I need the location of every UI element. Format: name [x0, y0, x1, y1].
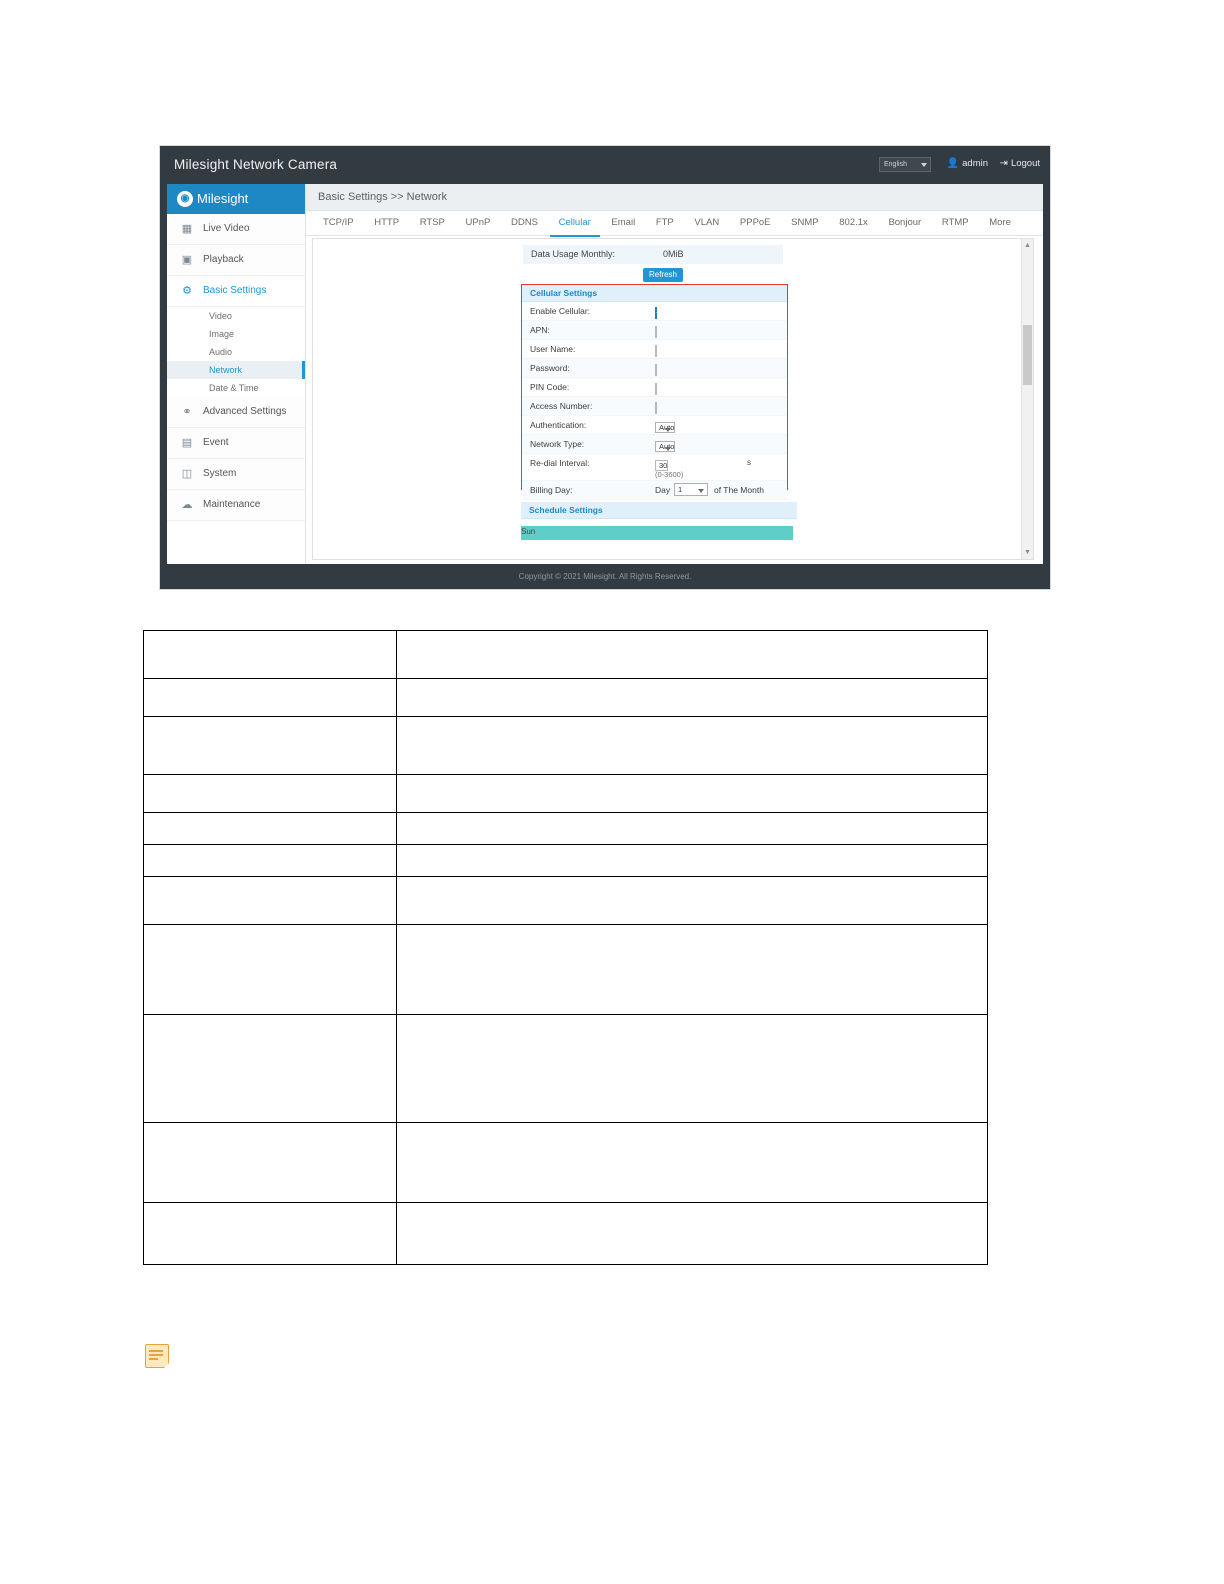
authentication-label: Authentication:: [530, 420, 587, 430]
sidebar-item-label: Event: [203, 437, 229, 448]
logout-label: Logout: [1010, 158, 1040, 169]
table-cell-label: [144, 679, 397, 717]
table-cell-desc: [397, 1123, 988, 1203]
tab-802-1x[interactable]: 802.1x: [839, 217, 868, 228]
data-usage-value: 0MiB: [663, 249, 684, 259]
redial-interval-input[interactable]: 30: [655, 460, 668, 471]
table-cell-desc: [397, 631, 988, 679]
table-row: [144, 925, 988, 1015]
tab-upnp[interactable]: UPnP: [465, 217, 491, 228]
row-network-type: [522, 435, 787, 454]
apn-label: APN:: [530, 325, 550, 335]
table-row: [144, 877, 988, 925]
row-apn: [522, 321, 787, 340]
table-cell-label: [144, 877, 397, 925]
data-usage-label: Data Usage Monthly:: [531, 249, 616, 259]
tab-tcp-ip[interactable]: TCP/IP: [323, 217, 354, 228]
tab-bar: [306, 211, 1043, 236]
table-cell-label: [144, 1123, 397, 1203]
sidebar-item-label: System: [203, 468, 237, 479]
sidebar-subitem-date-time[interactable]: [167, 379, 305, 397]
sidebar-subitem-label: Video: [209, 311, 232, 321]
table-cell-desc: [397, 1203, 988, 1265]
scroll-down-icon[interactable]: ▼: [1024, 549, 1031, 556]
app-footer: Copyright © 2021 Milesight. All Rights Reserved.: [160, 564, 1050, 589]
password-input[interactable]: [655, 364, 657, 376]
network-type-value: Auto: [659, 442, 675, 451]
playback-icon: ▣: [181, 254, 193, 266]
chevron-down-icon: [921, 163, 927, 167]
table-cell-label: [144, 1203, 397, 1265]
network-type-select[interactable]: [655, 441, 675, 452]
video-camera-icon: ▦: [181, 223, 193, 235]
billing-day-value: 1: [678, 485, 683, 494]
billing-day-label: Billing Day:: [530, 485, 573, 495]
main-content: [306, 184, 1043, 564]
authentication-select[interactable]: [655, 422, 675, 433]
row-pin-code: [522, 378, 787, 397]
redial-interval-hint: (0-3600): [655, 470, 684, 479]
gear-icon: ⚙: [182, 285, 192, 297]
sidebar-item-basic-settings[interactable]: [167, 276, 305, 307]
enable-cellular-checkbox[interactable]: [655, 307, 657, 319]
apn-input[interactable]: [655, 326, 657, 338]
user-name-input[interactable]: [655, 345, 657, 357]
note-icon: [145, 1344, 169, 1368]
panel-scrollbar[interactable]: [1021, 239, 1033, 559]
breadcrumb: Basic Settings >> Network: [306, 184, 1043, 211]
chevron-down-icon: [698, 489, 704, 493]
table-cell-label: [144, 925, 397, 1015]
refresh-button[interactable]: Refresh: [643, 268, 683, 282]
settings-panel: [312, 238, 1034, 560]
sidebar-item-system[interactable]: [167, 459, 305, 490]
sidebar-subitem-label: Audio: [209, 347, 233, 357]
password-label: Password:: [530, 363, 570, 373]
tab-pppoe[interactable]: PPPoE: [739, 217, 771, 228]
tab-http[interactable]: HTTP: [374, 217, 400, 228]
table-cell-label: [144, 775, 397, 813]
brand-label: Milesight: [197, 191, 249, 206]
network-type-label: Network Type:: [530, 439, 585, 449]
sidebar-item-advanced-settings[interactable]: [167, 397, 305, 428]
tab-ddns[interactable]: DDNS: [511, 217, 538, 228]
parameter-table: [143, 630, 988, 1265]
sidebar-subitem-network[interactable]: [167, 361, 305, 379]
logout-icon: ⇥: [999, 158, 1008, 169]
cellular-settings-box: [521, 284, 788, 495]
billing-day-select[interactable]: [674, 483, 708, 496]
table-cell-desc: [397, 877, 988, 925]
maintenance-icon: ☁: [181, 499, 193, 511]
tab-rtmp[interactable]: RTMP: [941, 217, 969, 228]
table-cell-desc: [397, 775, 988, 813]
tab-more[interactable]: More: [989, 217, 1011, 228]
sidebar-item-event[interactable]: [167, 428, 305, 459]
milesight-logo-icon: ◉: [177, 191, 193, 207]
table-cell-desc: [397, 1015, 988, 1123]
table-row: [144, 679, 988, 717]
tab-email[interactable]: Email: [611, 217, 636, 228]
language-select[interactable]: [879, 157, 931, 172]
table-cell-desc: [397, 845, 988, 877]
table-row: [144, 1015, 988, 1123]
app-title: Milesight Network Camera: [174, 157, 338, 172]
event-icon: ▤: [181, 437, 193, 449]
language-value: English: [884, 161, 907, 168]
table-row: [144, 845, 988, 877]
billing-day-suffix: of The Month: [714, 485, 764, 495]
camera-web-ui-screenshot: [160, 146, 1050, 589]
pin-code-label: PIN Code:: [530, 382, 570, 392]
sidebar-subitem-label: Date & Time: [209, 383, 259, 393]
pin-code-input[interactable]: [655, 383, 657, 395]
sidebar-item-live-video[interactable]: [167, 214, 305, 245]
tab-rtsp[interactable]: RTSP: [419, 217, 445, 228]
logout-button[interactable]: [1000, 158, 1040, 169]
sidebar-item-maintenance[interactable]: [167, 490, 305, 521]
sidebar-item-label: Basic Settings: [203, 285, 267, 296]
tab-cellular[interactable]: Cellular: [550, 211, 600, 237]
chevron-down-icon: [665, 428, 671, 432]
authentication-value: Auto: [659, 423, 675, 432]
scroll-up-icon[interactable]: ▲: [1024, 242, 1031, 249]
tab-snmp[interactable]: SNMP: [791, 217, 819, 228]
table-row: [144, 1123, 988, 1203]
cellular-settings-title: Cellular Settings: [522, 285, 787, 302]
sidebar-item-label: Advanced Settings: [203, 406, 287, 417]
app-header: [160, 146, 1050, 184]
access-number-input[interactable]: [655, 402, 657, 414]
user-icon: 👤: [946, 158, 960, 169]
table-row: [144, 1203, 988, 1265]
brand: [167, 184, 305, 214]
table-cell-desc: [397, 679, 988, 717]
user-label: admin: [962, 158, 988, 169]
sidebar: [167, 184, 306, 564]
table-row: [144, 775, 988, 813]
access-number-label: Access Number:: [530, 401, 593, 411]
tab-bonjour[interactable]: Bonjour: [888, 217, 922, 228]
table-cell-label: [144, 717, 397, 775]
scrollbar-thumb[interactable]: [1023, 325, 1032, 385]
table-cell-desc: [397, 717, 988, 775]
table-cell-label: [144, 813, 397, 845]
sidebar-subitem-label: Image: [209, 329, 235, 339]
sidebar-subitem-video[interactable]: [167, 307, 305, 325]
sidebar-subitem-image[interactable]: [167, 325, 305, 343]
enable-cellular-label: Enable Cellular:: [530, 306, 591, 316]
schedule-timeline-sunday[interactable]: [521, 526, 793, 540]
app-body: [160, 184, 1050, 564]
table-cell-desc: [397, 925, 988, 1015]
schedule-settings-box: [521, 502, 797, 518]
current-user[interactable]: [947, 158, 988, 169]
sidebar-item-label: Playback: [203, 254, 244, 265]
user-name-label: User Name:: [530, 344, 576, 354]
schedule-day-label: Sun: [521, 527, 536, 536]
redial-interval-label: Re-dial Interval:: [530, 458, 590, 468]
row-billing-day: [522, 481, 787, 500]
table-cell-label: [144, 1015, 397, 1123]
sidebar-subitem-label: Network: [209, 365, 243, 375]
schedule-settings-title: Schedule Settings: [521, 502, 797, 519]
chevron-down-icon: [665, 447, 671, 451]
row-authentication: [522, 416, 787, 435]
wrench-icon: ⚭: [182, 406, 192, 418]
billing-day-prefix: Day: [655, 485, 671, 495]
sidebar-item-label: Live Video: [203, 223, 250, 234]
row-enable-cellular: [522, 302, 787, 321]
sidebar-subitem-audio[interactable]: [167, 343, 305, 361]
data-usage-row: [523, 245, 783, 264]
row-user-name: [522, 340, 787, 359]
sidebar-item-playback[interactable]: [167, 245, 305, 276]
table-cell-label: [144, 631, 397, 679]
row-password: [522, 359, 787, 378]
redial-interval-unit: s: [747, 458, 751, 467]
row-redial-interval: [522, 454, 787, 481]
table-row: [144, 717, 988, 775]
tab-vlan[interactable]: VLAN: [694, 217, 720, 228]
table-cell-desc: [397, 813, 988, 845]
monitor-icon: ◫: [181, 468, 193, 480]
row-access-number: [522, 397, 787, 416]
table-row: [144, 631, 988, 679]
table-cell-label: [144, 845, 397, 877]
sidebar-item-label: Maintenance: [203, 499, 261, 510]
table-row: [144, 813, 988, 845]
tab-ftp[interactable]: FTP: [655, 217, 674, 228]
